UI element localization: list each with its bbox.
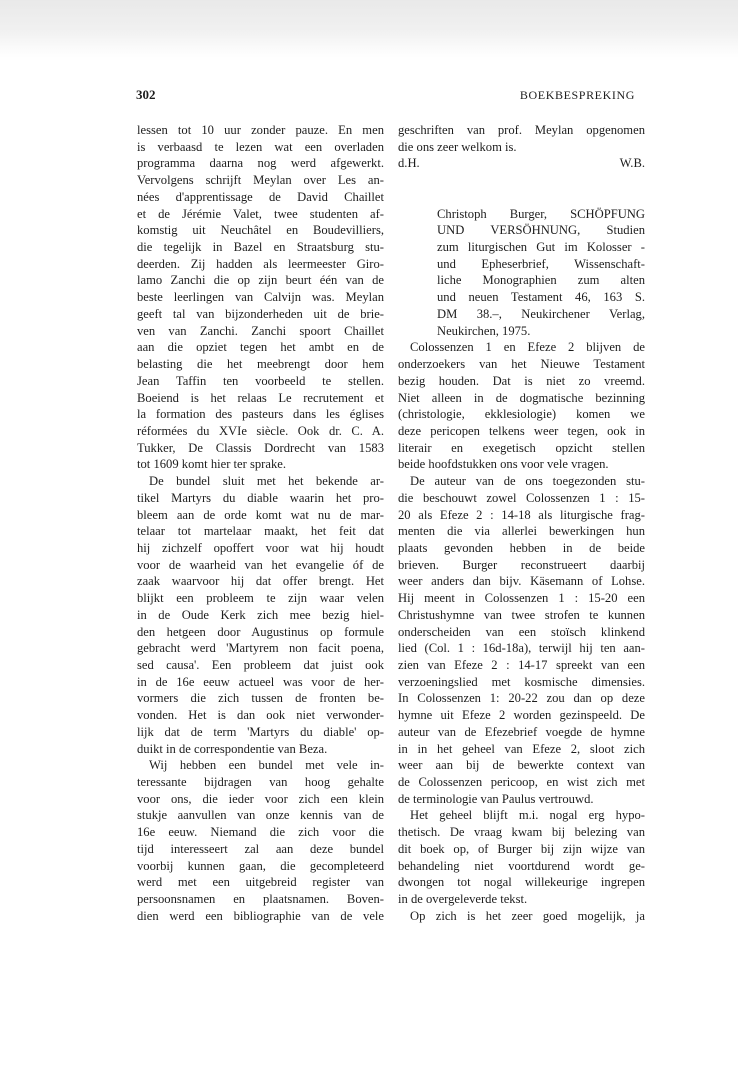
text-line: stukje aanvullen van onze kennis van de: [137, 808, 384, 823]
text-line: komstig uit Neuchâtel en Boudevilliers,: [137, 223, 384, 238]
text-line: et de Jérémie Valet, twee studenten af-: [137, 206, 384, 221]
blank-line: [398, 189, 645, 206]
text-line: in de Oude Kerk zich mee bezig hiel-: [137, 607, 384, 622]
text-line: dwongen tot nogal willekeurige ingrepen: [398, 875, 645, 890]
signature-line: [398, 155, 645, 172]
text-line: weer anders dan bijv. Käsemann of Lohse.: [398, 574, 645, 589]
text-line: aan die opziet tegen het ambt en de: [137, 340, 384, 355]
text-line: (christologie, ekklesiologie) komen we: [398, 407, 645, 422]
text-line: beste leerlingen van Calvijn was. Meylan: [137, 290, 384, 305]
left-text-column: [137, 122, 384, 925]
text-line: in de 16e eeuw actueel was voor de her-: [137, 674, 384, 689]
text-line: Boeiend is het relaas Le recrutement et: [137, 390, 384, 405]
text-line: hymne uit Efeze 2 worden gezinspeeld. De: [398, 708, 645, 723]
text-line: Tukker, De Classis Dordrecht van 1583: [137, 440, 384, 455]
text-line: gebracht werd 'Martyrem non facit poena,: [137, 641, 384, 656]
text-line: Niet alleen in de dogmatische bezinning: [398, 390, 645, 405]
text-line: blijkt een probleem te zijn waar velen: [137, 591, 384, 606]
text-line: vormers die zich tussen de fronten be-: [137, 691, 384, 706]
text-line: deerden. Zij hadden als leermeester Giro-: [137, 256, 384, 271]
text-line: ven van Zanchi. Zanchi spoort Chaillet: [137, 323, 384, 338]
text-line: bezig houden. Dat is niet zo vreemd.: [398, 373, 645, 388]
text-line: thetisch. De vraag kwam bij belezing van: [398, 825, 645, 840]
signature-right: W.B.: [619, 156, 645, 171]
text-line: zien van Efeze 2 : 14-17 spreekt van een: [398, 658, 645, 672]
text-line: geeft tal van bijzonderheden uit de brie-: [137, 306, 384, 321]
text-line: belasting die het meebrengt door hem: [137, 357, 384, 372]
text-line: in de overgeleverde tekst.: [398, 892, 528, 907]
scan-top-band: [0, 0, 738, 58]
text-line: vonden. Het is dan ook niet verwonder-: [137, 708, 384, 723]
text-line: voorbij kunnen gaan, die gecompleteerd: [137, 858, 384, 873]
text-line: dien werd een bibliographie van de vele: [137, 908, 384, 923]
text-line: tot 1609 komt hier ter sprake.: [137, 457, 286, 472]
text-line: Colossenzen 1 en Efeze 2 blijven de: [410, 340, 645, 355]
review-header-line: und Epheserbrief, Wissenschaft-: [437, 256, 645, 271]
text-line: lijk dat de term 'Martyrs du diable' op-: [137, 724, 384, 739]
text-line: telaar tot martelaar maakt, het feit dat: [137, 524, 384, 539]
text-line: beide hoofdstukken ons voor vele vragen.: [398, 457, 609, 472]
text-line: lamo Zanchi die op zijn beurt één van de: [137, 273, 384, 288]
text-line: is verbaasd te lezen wat een overladen: [137, 139, 384, 154]
text-line: menten die via allerlei bewerkingen hun: [398, 524, 645, 539]
text-line: réformées du XVIe siècle. Ook dr. C. A.: [137, 423, 384, 438]
text-line: zaak waarvoor hij dat offer brengt. Het: [137, 574, 384, 589]
text-line: 20 als Efeze 2 : 14-18 als liturgische frag-: [398, 507, 645, 522]
text-line: duikt in de correspondentie van Beza.: [137, 741, 328, 756]
text-line: in in het geheel van Efeze 2, sloot zich: [398, 741, 645, 756]
review-header-line: UND VERSÖHNUNG, Studien: [437, 223, 645, 238]
text-line: persoonsnamen en plaatsnamen. Boven-: [137, 892, 384, 907]
text-line: weer aan bij de bewerkte context van: [398, 758, 645, 773]
text-line: auteur van de Efezebrief voegde de hymne: [398, 724, 645, 739]
text-line: programma daarna nog werd afgewerkt.: [137, 156, 384, 171]
text-line: De bundel sluit met het bekende ar-: [149, 474, 384, 489]
text-line: lied (Col. 1 : 16d-18a), terwijl hij ten aan-: [398, 641, 645, 656]
text-line: voor ons, die ieder voor zich een klein: [137, 791, 384, 806]
text-line: onderzoekers van het Nieuwe Testament: [398, 357, 645, 372]
text-line: tijd interesseert zal aan deze bundel: [137, 841, 384, 856]
text-line: Vervolgens schrijft Meylan over Les an-: [137, 173, 384, 188]
right-text-column: [398, 122, 645, 925]
text-line: den hetgeen door Augustinus op formule: [137, 624, 384, 639]
text-line: sed causa'. Een probleem dat juist ook: [137, 658, 384, 672]
text-line: lessen tot 10 uur zonder pauze. En men: [137, 123, 384, 137]
running-head: BOEKBESPREKING: [519, 88, 635, 102]
text-line: Op zich is het zeer goed mogelijk, ja: [410, 908, 645, 923]
text-line: la formation des pasteurs dans les églises: [137, 407, 384, 422]
page-number: 302: [136, 87, 156, 102]
text-line: geschriften van prof. Meylan opgenomen: [398, 123, 645, 137]
text-line: de Colossenzen pericoop, en wist zich met: [398, 775, 645, 790]
review-header-line: und neuen Testament 46, 163 S.: [437, 290, 645, 305]
text-line: deze pericopen telkens weer tegen, ook in: [398, 423, 645, 438]
text-line: Het geheel blijft m.i. nogal erg hypo-: [410, 808, 645, 823]
review-header-line: DM 38.–, Neukirchener Verlag,: [437, 306, 645, 321]
text-line: Hij meent in Colossenzen 1 : 15-20 een: [398, 591, 645, 606]
text-line: behandeling niet voortdurend wordt ge-: [398, 858, 645, 873]
text-line: Christushymne van twee strofen te kunnen: [398, 607, 645, 622]
text-line: onderscheiden van een stoïsch klinkend: [398, 624, 645, 639]
text-line: werd met een uitgebreid register van: [137, 875, 384, 890]
text-line: De auteur van de ons toegezonden stu-: [410, 474, 645, 489]
text-line: die ons zeer welkom is.: [398, 139, 517, 154]
text-line: Wij hebben een bundel met vele in-: [149, 758, 384, 773]
text-line: voor de waarheid van het evangelie óf de: [137, 557, 384, 572]
signature-left: d.H.: [398, 156, 420, 171]
review-header-line: Christoph Burger, SCHÖPFUNG: [437, 206, 645, 221]
text-line: die beschouwt zowel Colossenzen 1 : 15-: [398, 490, 645, 505]
text-line: bleem aan de orde komt wat nu de mar-: [137, 507, 384, 522]
text-line: nées d'apprentissage de David Chaillet: [137, 189, 384, 204]
text-line: hij zichzelf opoffert voor wat hij houdt: [137, 540, 384, 555]
text-line: brieven. Burger reconstrueert daarbij: [398, 557, 645, 572]
text-line: tikel Martyrs du diable waarin het pro-: [137, 490, 384, 505]
review-header-line: liche Monographien zum alten: [437, 273, 645, 288]
review-header-line: zum liturgischen Gut im Kolosser -: [437, 240, 645, 255]
review-header-line: Neukirchen, 1975.: [437, 323, 531, 338]
text-line: literair en exegetisch opzicht stellen: [398, 440, 645, 455]
text-line: die tegelijk in Bazel en Straatsburg stu-: [137, 240, 384, 255]
text-line: teressante bijdragen van hoog gehalte: [137, 775, 384, 790]
text-line: verzoeningslied met kosmische dimensies.: [398, 674, 645, 689]
text-line: de terminologie van Paulus vertrouwd.: [398, 791, 594, 806]
text-line: dit boek op, of Burger bij zijn wijze van: [398, 841, 645, 856]
blank-line: [398, 172, 645, 189]
text-line: plaats gevonden hebben in de beide: [398, 540, 645, 555]
text-line: Jean Taffin ten voorbeeld te stellen.: [137, 373, 384, 388]
text-line: 16e eeuw. Niemand die zich voor die: [137, 825, 384, 840]
text-line: In Colossenzen 1: 20-22 zou dan op deze: [398, 691, 645, 706]
